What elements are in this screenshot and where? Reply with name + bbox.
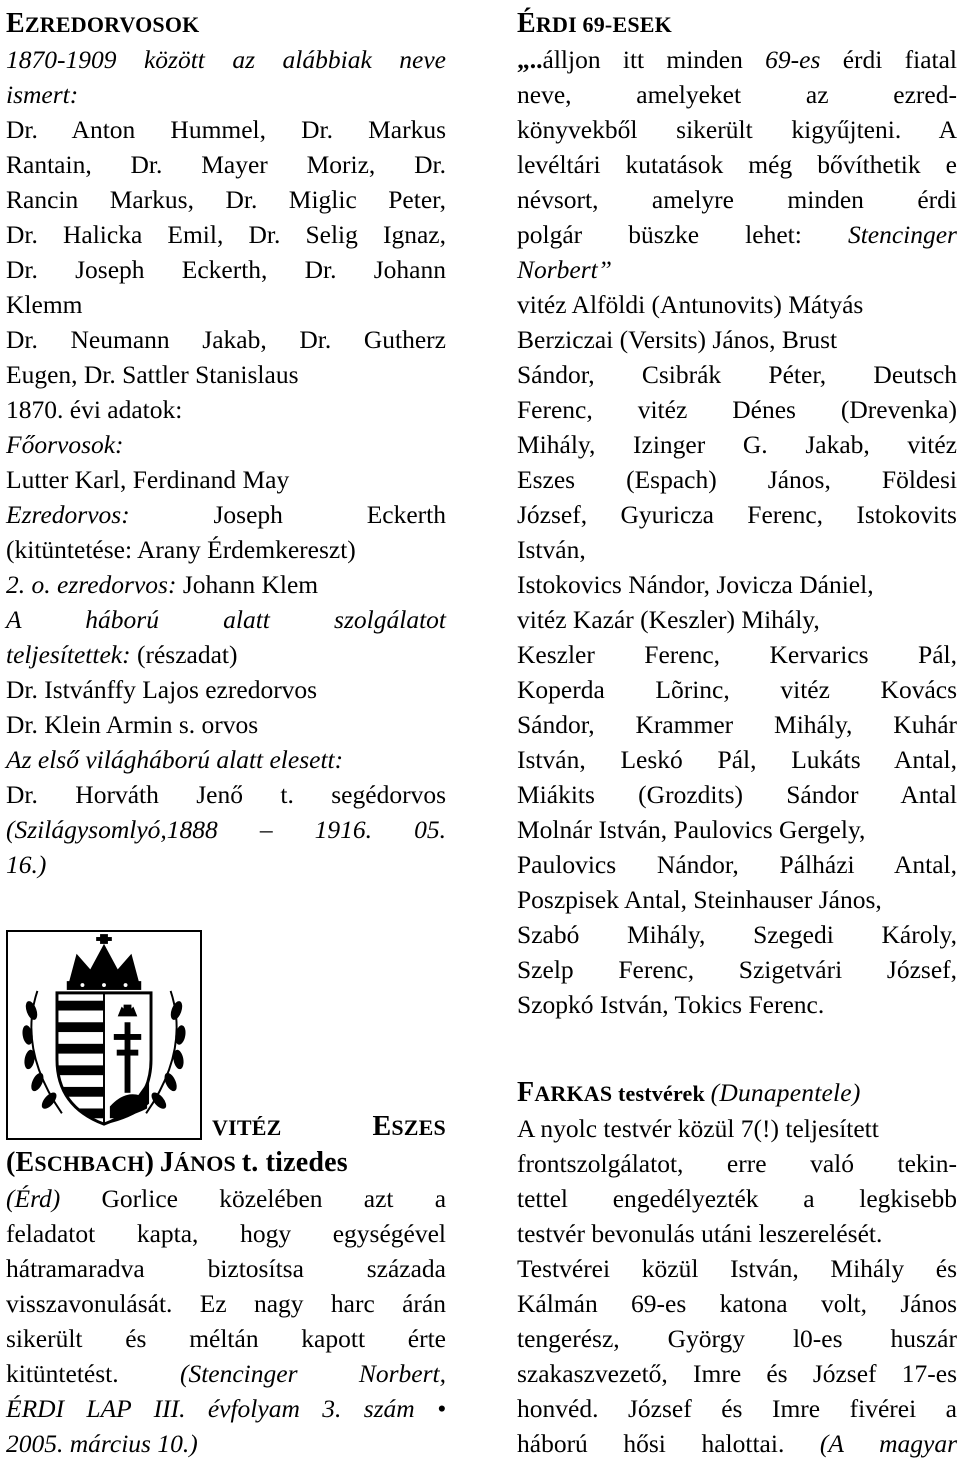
vitez-body-line: visszavonulását. Ez nagy harc árán	[6, 1289, 446, 1318]
erdi-quote-line: neve, amelyeket az ezred-	[517, 80, 957, 109]
erdi-list-line: Paulovics Nándor, Pálházi Antal,	[517, 850, 957, 879]
farkas-body-line: testvér bevonulás utáni leszerelését.	[517, 1219, 883, 1248]
erdi-list-line: Szabó Mihály, Szegedi Károly,	[517, 920, 957, 949]
crest-row	[6, 930, 446, 1145]
erdi-quote-line: Norbert”	[517, 255, 612, 284]
erdi-quote-line: „..álljon itt minden 69-es érdi fiatal	[517, 45, 957, 74]
served-line: A háború alatt szolgálatot	[6, 605, 446, 634]
fallen-label: Az első világháború alatt elesett:	[6, 745, 344, 774]
horvath-dates-line: (Szilágysomlyó,1888 – 1916. 05.	[6, 815, 446, 844]
names-line: Dr. Halicka Emil, Dr. Selig Ignaz,	[6, 220, 446, 249]
right-column	[517, 6, 957, 1461]
farkas-body-line: Kálmán 69-es katona volt, János	[517, 1289, 957, 1318]
foorvosok-names: Lutter Karl, Ferdinand May	[6, 465, 290, 494]
vitez-body-line: sikerült és méltán kapott érte	[6, 1324, 446, 1353]
erdi-list-line: Sándor, Csibrák Péter, Deutsch	[517, 360, 957, 389]
erdi-list-line: Molnár István, Paulovics Gergely,	[517, 815, 866, 844]
erdi-heading: ÉRDI 69-ESEK	[517, 8, 672, 39]
erdi-list-line: István,	[517, 535, 586, 564]
horvath-dates-line: 16.)	[6, 850, 47, 879]
farkas-body-line: Testvérei közül István, Mihály és	[517, 1254, 957, 1283]
vitez-body-line: feladatot kapta, hogy egységével	[6, 1219, 446, 1248]
vitez-body-line: (Érd) Gorlice közelében azt a	[6, 1184, 447, 1213]
farkas-body-line: tettel engedélyezték a legkisebb	[517, 1184, 957, 1213]
vitez-body-line: hátramaradva biztosítsa százada	[6, 1254, 446, 1283]
erdi-quote-line: polgár büszke lehet: Stencinger	[517, 220, 957, 249]
erdi-list-line: József, Gyuricza Ferenc, Istokovits	[517, 500, 957, 529]
erdi-list-line: Sándor, Krammer Mihály, Kuhár	[517, 710, 957, 739]
erdi-quote-line: könyvekből sikerült kigyűjteni. A	[517, 115, 957, 144]
erdi-list-line: Szopkó István, Tokics Ferenc.	[517, 990, 825, 1019]
erdi-list-line: Miákits (Grozdits) Sándor Antal	[517, 780, 957, 809]
farkas-body-line: háború hősi halottai. (A magyar	[517, 1429, 957, 1458]
farkas-body-line: tengerész, György l0-es huszár	[517, 1324, 957, 1353]
ezredorvosok-heading: EZREDORVOSOK	[6, 8, 200, 39]
farkas-body-line: szakaszvezető, Imre és József 17-es	[517, 1359, 957, 1388]
erdi-list-line: Koperda Lõrinc, vitéz Kovács	[517, 675, 957, 704]
erdi-list-line: István, Leskó Pál, Lukáts Antal,	[517, 745, 957, 774]
vitez-source-line: 2005. március 10.)	[6, 1429, 198, 1458]
erdi-list-line: Istokovics Nándor, Jovicza Dániel,	[517, 570, 874, 599]
vitez-source-line: ÉRDI LAP III. évfolyam 3. szám •	[6, 1394, 446, 1423]
erdi-list-line: Poszpisek Antal, Steinhauser János,	[517, 885, 882, 914]
names-line: Dr. Joseph Eckerth, Dr. Johann	[6, 255, 446, 284]
vitez-body-line: kitüntetést. (Stencinger Norbert,	[6, 1359, 446, 1388]
section-gap	[517, 1022, 957, 1075]
names-line: Dr. Neumann Jakab, Dr. Gutherz	[6, 325, 446, 354]
second-doctor-line: 2. o. ezredorvos: Johann Klem	[6, 570, 319, 599]
farkas-body-line: honvéd. József és Imre fivérei a	[517, 1394, 957, 1423]
names-line: Eugen, Dr. Sattler Stanislaus	[6, 360, 299, 389]
horvath-line: Dr. Horváth Jenő t. segédorvos	[6, 780, 446, 809]
names-line: Rantain, Dr. Mayer Moriz, Dr.	[6, 150, 446, 179]
erdi-list-line: vitéz Kazár (Keszler) Mihály,	[517, 605, 820, 634]
farkas-body-line: A nyolc testvér közül 7(!) teljesített	[517, 1114, 879, 1143]
intro-line: 1870-1909 között az alábbiak neve	[6, 45, 446, 74]
istvanffy-line: Dr. Istvánffy Lajos ezredorvos	[6, 675, 318, 704]
erdi-quote-line: névsort, amelyre minden érdi	[517, 185, 957, 214]
ezredorvos-line: Ezredorvos: Joseph Eckerth	[6, 500, 446, 529]
vitez-heading-line1: VITÉZ ESZES	[212, 1111, 446, 1142]
farkas-body-line: frontszolgálatot, erre való tekin-	[517, 1149, 957, 1178]
intro-line: ismert:	[6, 80, 79, 109]
erdi-list-line: Mihály, Izinger G. Jakab, vitéz	[517, 430, 957, 459]
foorvosok-label: Főorvosok:	[6, 430, 124, 459]
left-column	[6, 6, 446, 1461]
klein-line: Dr. Klein Armin s. orvos	[6, 710, 259, 739]
award-line: (kitüntetése: Arany Érdemkereszt)	[6, 535, 356, 564]
names-line: Dr. Anton Hummel, Dr. Markus	[6, 115, 446, 144]
erdi-list-line: Szelp Ferenc, Szigetvári József,	[517, 955, 957, 984]
erdi-list-line: Keszler Ferenc, Kervarics Pál,	[517, 640, 957, 669]
vitez-heading-line2: (ESCHBACH) JÁNOS t. tizedes	[6, 1147, 348, 1178]
names-line: Rancin Markus, Dr. Miglic Peter,	[6, 185, 446, 214]
erdi-list-line: vitéz Alföldi (Antunovits) Mátyás	[517, 290, 864, 319]
names-line: Klemm	[6, 290, 83, 319]
farkas-heading: FARKAS testvérek (Dunapentele)	[517, 1077, 861, 1108]
erdi-quote-line: levéltári kutatások még bővíthetik e	[517, 150, 957, 179]
erdi-list-line: Eszes (Espach) János, Földesi	[517, 465, 957, 494]
served-line: teljesítettek: (részadat)	[6, 640, 238, 669]
data-1870-line: 1870. évi adatok:	[6, 395, 183, 424]
hungarian-coat-of-arms-icon	[6, 930, 202, 1140]
erdi-list-line: Ferenc, vitéz Dénes (Drevenka)	[517, 395, 957, 424]
erdi-list-line: Berziczai (Versits) János, Brust	[517, 325, 838, 354]
